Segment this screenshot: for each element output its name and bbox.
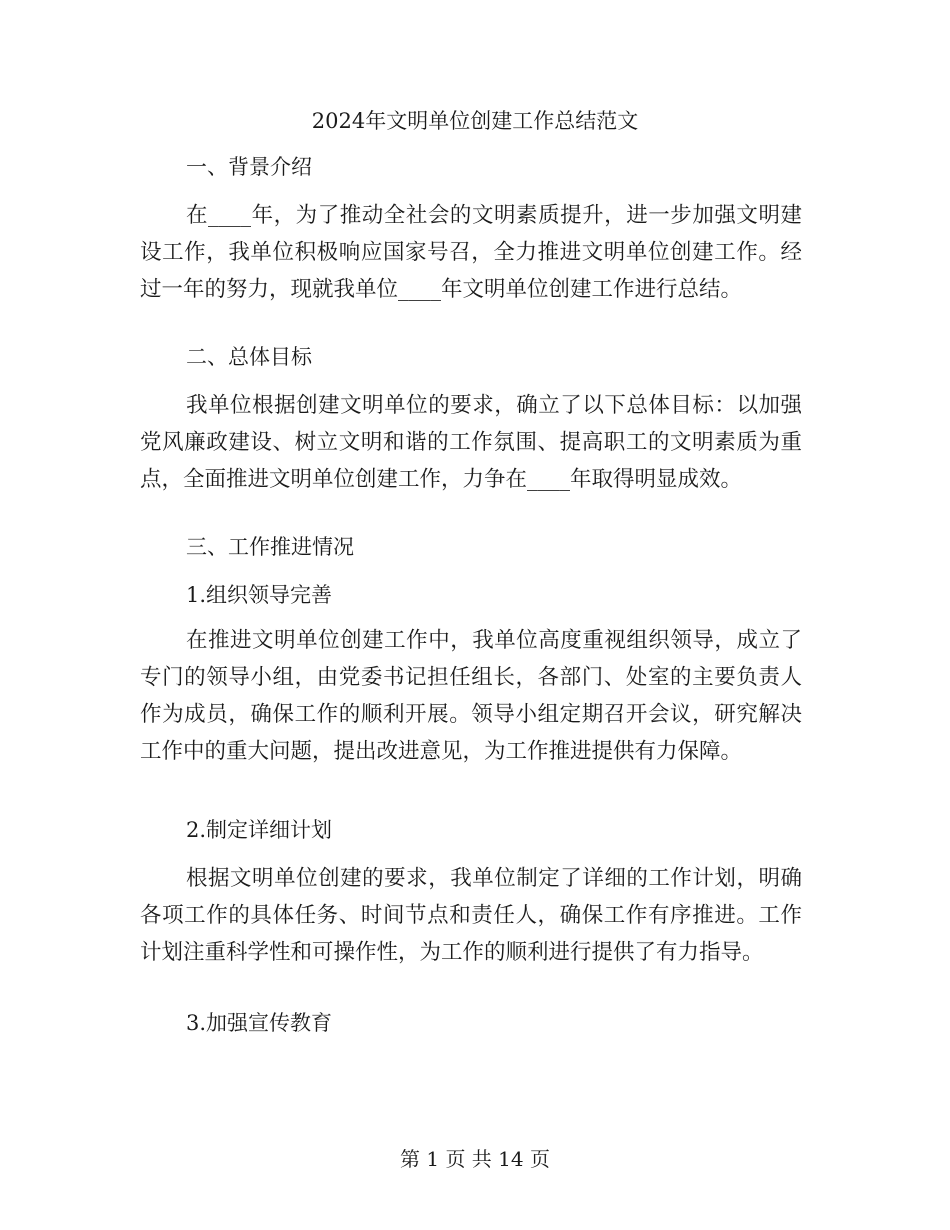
paragraph-line: 在____年，为了推动全社会的文明素质提升，进一步加强文明建 — [186, 203, 802, 228]
paragraph-line: 根据文明单位创建的要求，我单位制定了详细的工作计划，明确 — [186, 866, 802, 891]
paragraph-line: 设工作，我单位积极响应国家号召，全力推进文明单位创建工作。经 — [140, 240, 802, 265]
paragraph-line: 作为成员，确保工作的顺利开展。领导小组定期召开会议，研究解决 — [140, 702, 802, 727]
subsection-heading-plan: 2.制定详细计划 — [186, 818, 333, 842]
paragraph-line: 工作中的重大问题，提出改进意见，为工作推进提供有力保障。 — [140, 739, 743, 764]
page-indicator: 第 1 页 共 14 页 — [400, 1147, 550, 1171]
subsection-heading-publicity: 3.加强宣传教育 — [186, 1011, 333, 1035]
paragraph-line: 专门的领导小组，由党委书记担任组长，各部门、处室的主要负责人 — [140, 665, 802, 690]
paragraph-background — [140, 197, 802, 308]
paragraph-line: 我单位根据创建文明单位的要求，确立了以下总体目标：以加强 — [186, 393, 802, 418]
paragraph-line: 各项工作的具体任务、时间节点和责任人，确保工作有序推进。工作 — [140, 903, 802, 928]
document-title: 2024年文明单位创建工作总结范文 — [311, 109, 639, 133]
paragraph-plan — [140, 860, 802, 971]
paragraph-goals — [140, 387, 802, 498]
paragraph-leadership — [140, 622, 802, 770]
section-heading-background: 一、背景介绍 — [186, 155, 312, 179]
section-heading-progress: 三、工作推进情况 — [186, 535, 354, 559]
paragraph-line: 点，全面推进文明单位创建工作，力争在____年取得明显成效。 — [140, 467, 743, 492]
paragraph-line: 过一年的努力，现就我单位____年文明单位创建工作进行总结。 — [140, 277, 743, 302]
paragraph-line: 党风廉政建设、树立文明和谐的工作氛围、提高职工的文明素质为重 — [140, 430, 802, 455]
subsection-heading-leadership: 1.组织领导完善 — [186, 583, 333, 607]
section-heading-goals: 二、总体目标 — [186, 345, 312, 369]
paragraph-line: 计划注重科学性和可操作性，为工作的顺利进行提供了有力指导。 — [140, 940, 764, 965]
paragraph-line: 在推进文明单位创建工作中，我单位高度重视组织领导，成立了 — [186, 628, 802, 653]
